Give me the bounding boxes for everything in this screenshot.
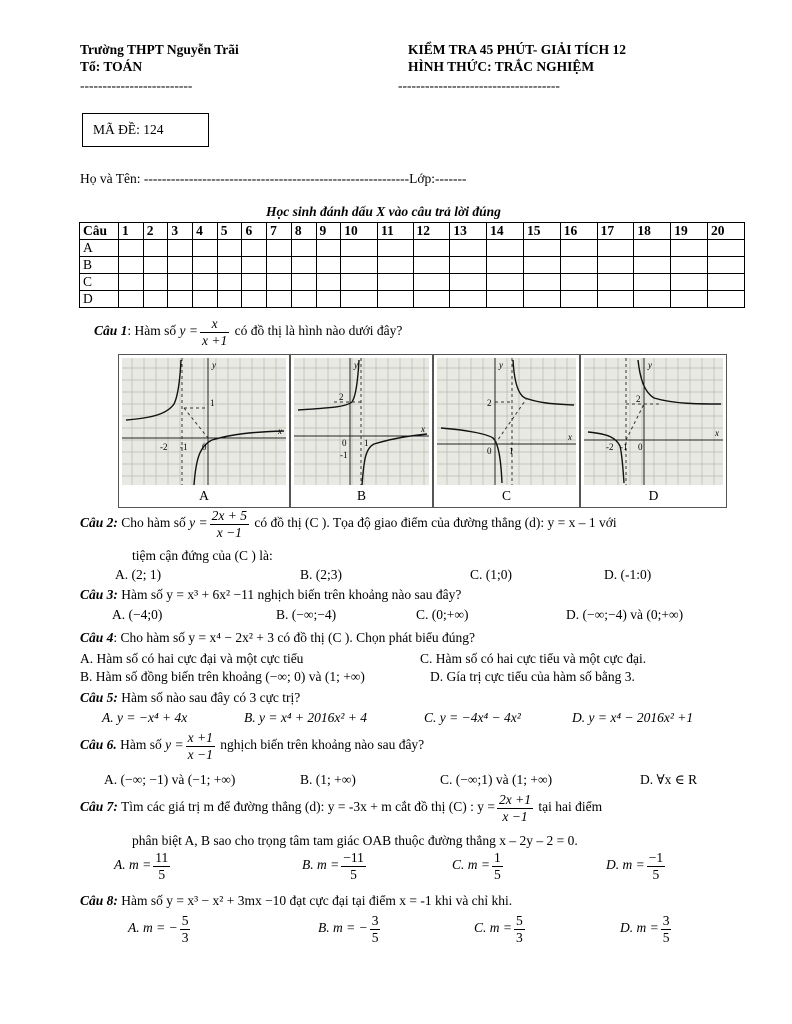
- graph-d-plot: [584, 358, 723, 485]
- answer-cell[interactable]: [413, 291, 450, 308]
- option-d[interactable]: D. y = x⁴ − 2016x² +1: [572, 710, 694, 725]
- fraction: [647, 850, 665, 882]
- answer-cell[interactable]: [708, 240, 745, 257]
- tick-label: 1: [364, 438, 369, 448]
- answer-cell[interactable]: [217, 240, 242, 257]
- option-prefix: C. m =: [474, 920, 512, 936]
- numerator: 2x +1: [499, 792, 531, 807]
- question-5: [80, 690, 300, 706]
- answer-cell[interactable]: [413, 274, 450, 291]
- answer-cell[interactable]: [634, 274, 671, 291]
- option-b[interactable]: [318, 913, 382, 945]
- table-caption: Học sinh đánh dấu X vào câu trả lời đúng: [266, 204, 501, 219]
- answer-cell[interactable]: [487, 240, 524, 257]
- answer-cell[interactable]: [634, 257, 671, 274]
- option-a[interactable]: A. (−4;0): [112, 607, 163, 622]
- option-c[interactable]: C. (1;0): [470, 567, 512, 582]
- question-text: nghịch biến trên khoảng nào sau đây?: [220, 737, 425, 753]
- option-d[interactable]: [620, 913, 673, 945]
- denominator: 5: [350, 866, 357, 882]
- fraction: [210, 508, 249, 540]
- column-header: 7: [267, 223, 292, 240]
- answer-cell[interactable]: [671, 240, 708, 257]
- option-b[interactable]: B. (1; +∞): [300, 772, 356, 787]
- option-b[interactable]: [302, 850, 368, 882]
- option-prefix: D. m =: [620, 920, 659, 936]
- answer-cell[interactable]: [119, 240, 144, 257]
- answer-cell[interactable]: [341, 291, 378, 308]
- answer-cell[interactable]: [560, 274, 597, 291]
- denominator: x −1: [216, 524, 242, 540]
- tick-label: 0: [487, 446, 492, 456]
- answer-cell[interactable]: [671, 291, 708, 308]
- answer-cell[interactable]: [143, 291, 168, 308]
- answer-cell[interactable]: [560, 240, 597, 257]
- answer-cell[interactable]: [341, 240, 378, 257]
- department: Tổ: TOÁN: [80, 59, 143, 74]
- answer-cell[interactable]: [378, 257, 414, 274]
- numerator: 3: [371, 913, 379, 928]
- column-header: 5: [217, 223, 242, 240]
- numerator: 3: [662, 913, 670, 928]
- graph-label: B: [356, 488, 366, 503]
- option-a[interactable]: A. (−∞; −1) và (−1; +∞): [104, 772, 236, 787]
- column-header: 6: [242, 223, 267, 240]
- exam-code-box: [82, 113, 209, 147]
- column-header: Câu: [80, 223, 119, 240]
- question-label: Câu 6.: [80, 737, 117, 753]
- tick-label: 2: [487, 398, 492, 408]
- row-header: A: [80, 240, 119, 257]
- answer-cell[interactable]: [316, 291, 341, 308]
- answer-cell[interactable]: [242, 257, 267, 274]
- answer-cell[interactable]: [450, 240, 487, 257]
- fraction: [492, 850, 503, 882]
- option-prefix: D. m =: [606, 857, 645, 873]
- question-text: phân biệt A, B sao cho trọng tâm tam giác OAB thuộc đường thẳng x – 2y – 2 = 0.: [132, 833, 578, 848]
- question-label: Câu 1: [94, 323, 128, 339]
- column-header: 14: [487, 223, 524, 240]
- answer-cell[interactable]: [217, 291, 242, 308]
- option-a[interactable]: A. y = −x⁴ + 4x: [102, 710, 188, 725]
- formula-lhs: y =: [179, 323, 198, 339]
- graph-a-plot: [122, 358, 286, 485]
- answer-grid: [79, 222, 745, 308]
- option-c[interactable]: C. (−∞;1) và (1; +∞): [440, 772, 553, 787]
- row-header: B: [80, 257, 119, 274]
- answer-cell[interactable]: [193, 274, 218, 291]
- answer-cell[interactable]: [450, 257, 487, 274]
- numerator: 5: [181, 913, 189, 928]
- graph-c-plot: [437, 358, 576, 485]
- question-text: Cho hàm số: [121, 515, 186, 531]
- option-prefix: A. m =: [114, 857, 152, 873]
- tick-label: -1: [620, 442, 628, 452]
- answer-cell[interactable]: [634, 240, 671, 257]
- axis-label: x: [568, 432, 572, 442]
- row-header: C: [80, 274, 119, 291]
- table-row: [80, 257, 745, 274]
- question-label: Câu 5:: [80, 690, 118, 705]
- numerator: −1: [648, 850, 664, 865]
- tick-label: 2: [339, 392, 344, 402]
- axis-label: y: [499, 360, 503, 370]
- option-d[interactable]: D. Gía trị cực tiểu của hàm số bằng 3.: [430, 669, 635, 684]
- denominator: 3: [181, 929, 189, 945]
- answer-cell[interactable]: [119, 291, 144, 308]
- question-text: tại hai điểm: [538, 799, 603, 815]
- left-separator: -------------------------: [80, 78, 193, 93]
- answer-cell[interactable]: [193, 240, 218, 257]
- answer-cell[interactable]: [487, 257, 524, 274]
- column-header: 16: [560, 223, 597, 240]
- answer-cell[interactable]: [523, 291, 560, 308]
- question-text: Tìm các giá trị m để đường thẳng (d): y = -3x + m cắt đồ thị (C) : y =: [121, 799, 495, 815]
- option-b[interactable]: B. (−∞;−4): [276, 607, 337, 622]
- question-label: Câu 4: [80, 630, 114, 645]
- graph-b-plot: [294, 358, 429, 485]
- answer-cell[interactable]: [523, 257, 560, 274]
- question-2: [80, 508, 617, 540]
- graph-option-d[interactable]: [580, 354, 727, 508]
- fraction: [180, 913, 191, 945]
- answer-cell[interactable]: [267, 291, 292, 308]
- answer-cell[interactable]: [291, 240, 316, 257]
- column-header: 19: [671, 223, 708, 240]
- answer-cell[interactable]: [560, 291, 597, 308]
- question-text: tiệm cận đứng của (C ) là:: [132, 548, 273, 563]
- numerator: x +1: [187, 730, 213, 745]
- fraction: [186, 730, 215, 762]
- answer-cell[interactable]: [168, 291, 193, 308]
- answer-cell[interactable]: [523, 240, 560, 257]
- denominator: x +1: [202, 332, 228, 348]
- graph-option-b[interactable]: [290, 354, 433, 508]
- tick-label: 1: [509, 446, 514, 456]
- fraction: [514, 913, 525, 945]
- exam-form: HÌNH THỨC: TRẮC NGHIỆM: [408, 59, 595, 74]
- column-header: 10: [341, 223, 378, 240]
- numerator: x: [200, 316, 229, 333]
- denominator: x −1: [502, 808, 528, 824]
- option-b[interactable]: B. y = x⁴ + 2016x² + 4: [244, 710, 368, 725]
- formula-lhs: y =: [165, 737, 184, 753]
- column-header: 12: [413, 223, 450, 240]
- answer-cell[interactable]: [143, 274, 168, 291]
- answer-cell[interactable]: [168, 240, 193, 257]
- fraction: [370, 913, 381, 945]
- row-header: D: [80, 291, 119, 308]
- graph-option-c[interactable]: [433, 354, 580, 508]
- column-header: 17: [597, 223, 634, 240]
- option-d[interactable]: D. (−∞;−4) và (0;+∞): [566, 607, 684, 622]
- answer-cell[interactable]: [597, 240, 634, 257]
- answer-cell[interactable]: [267, 240, 292, 257]
- question-4: [80, 630, 475, 646]
- answer-cell[interactable]: [708, 274, 745, 291]
- graph-option-a[interactable]: [118, 354, 290, 508]
- axis-label: x: [421, 424, 425, 434]
- option-b[interactable]: B. Hàm số đồng biến trên khoảng (−∞; 0) và (1; +∞): [80, 669, 365, 684]
- right-separator: ------------------------------------: [398, 78, 560, 93]
- column-header: 4: [193, 223, 218, 240]
- numerator: 5: [516, 913, 523, 928]
- answer-cell[interactable]: [597, 291, 634, 308]
- option-c[interactable]: C. y = −4x⁴ − 4x²: [424, 710, 521, 725]
- column-header: 8: [291, 223, 316, 240]
- question-text: Hàm số y = x³ + 6x² −11 nghịch biến trên khoảng nào sau đây?: [121, 587, 462, 602]
- axis-label: y: [648, 360, 652, 370]
- question-8: [80, 893, 512, 909]
- question-6: [80, 730, 424, 762]
- answer-cell[interactable]: [316, 257, 341, 274]
- answer-cell[interactable]: [560, 257, 597, 274]
- question-text: có đồ thị là hình nào dưới đây?: [234, 323, 403, 339]
- option-c[interactable]: C. (0;+∞): [416, 607, 469, 622]
- option-prefix: A. m = −: [128, 920, 178, 936]
- table-header-row: [80, 223, 745, 240]
- option-a[interactable]: A. (2; 1): [115, 567, 162, 582]
- answer-cell[interactable]: [341, 274, 378, 291]
- column-header: 20: [708, 223, 745, 240]
- numerator: −11: [343, 850, 364, 865]
- answer-cell[interactable]: [413, 240, 450, 257]
- answer-cell[interactable]: [378, 274, 414, 291]
- graph-label: D: [648, 488, 659, 503]
- denominator: 5: [371, 929, 379, 945]
- answer-cell[interactable]: [242, 291, 267, 308]
- answer-cell[interactable]: [523, 274, 560, 291]
- table-row: [80, 240, 745, 257]
- option-prefix: C. m =: [452, 857, 490, 873]
- axis-label: y: [354, 360, 358, 370]
- answer-cell[interactable]: [242, 274, 267, 291]
- tick-label: 0: [202, 442, 207, 452]
- answer-cell[interactable]: [708, 257, 745, 274]
- answer-cell[interactable]: [378, 291, 414, 308]
- answer-cell[interactable]: [597, 274, 634, 291]
- answer-cell[interactable]: [119, 274, 144, 291]
- option-c[interactable]: [452, 850, 505, 882]
- answer-cell[interactable]: [267, 274, 292, 291]
- answer-cell[interactable]: [341, 257, 378, 274]
- tick-label: -1: [180, 442, 188, 452]
- option-c[interactable]: C. Hàm số có hai cực tiểu và một cực đại.: [420, 651, 647, 666]
- axis-label: y: [212, 360, 216, 370]
- answer-cell[interactable]: [168, 274, 193, 291]
- tick-label: -1: [340, 450, 348, 460]
- column-header: 13: [450, 223, 487, 240]
- answer-cell[interactable]: [316, 274, 341, 291]
- option-a[interactable]: A. Hàm số có hai cực đại và một cực tiểu: [80, 651, 304, 666]
- exam-title: KIỂM TRA 45 PHÚT- GIẢI TÍCH 12: [408, 42, 627, 57]
- tick-label: -2: [606, 442, 614, 452]
- option-d[interactable]: [606, 850, 667, 882]
- question-text: Hàm số y = x³ − x² + 3mx −10 đạt cực đại tại điểm x = -1 khi và chỉ khi.: [121, 893, 513, 908]
- column-header: 15: [523, 223, 560, 240]
- fraction: [497, 792, 533, 824]
- column-header: 3: [168, 223, 193, 240]
- question-1: [94, 316, 402, 348]
- answer-cell[interactable]: [316, 240, 341, 257]
- question-text: : Cho hàm số y = x⁴ − 2x² + 3 có đồ thị (C ). Chọn phát biểu đúng?: [113, 630, 475, 645]
- option-c[interactable]: [474, 913, 527, 945]
- answer-cell[interactable]: [143, 240, 168, 257]
- column-header: 18: [634, 223, 671, 240]
- question-text: Hàm số nào sau đây có 3 cực trị?: [121, 690, 301, 705]
- answer-cell[interactable]: [291, 274, 316, 291]
- denominator: 5: [662, 929, 670, 945]
- option-d[interactable]: D. ∀x ∈ R: [640, 772, 698, 787]
- axis-label: x: [715, 428, 719, 438]
- exam-code: MÃ ĐỀ: 124: [93, 122, 164, 137]
- option-b[interactable]: B. (2;3): [300, 567, 342, 582]
- answer-cell[interactable]: [217, 257, 242, 274]
- answer-cell[interactable]: [193, 257, 218, 274]
- answer-cell[interactable]: [168, 257, 193, 274]
- question-7: [80, 792, 602, 824]
- denominator: 5: [494, 866, 501, 882]
- answer-cell[interactable]: [291, 257, 316, 274]
- answer-cell[interactable]: [450, 274, 487, 291]
- answer-cell[interactable]: [242, 240, 267, 257]
- answer-cell[interactable]: [267, 257, 292, 274]
- option-prefix: B. m = −: [318, 920, 368, 936]
- question-label: Câu 8:: [80, 893, 118, 908]
- fraction: [200, 316, 229, 348]
- answer-cell[interactable]: [217, 274, 242, 291]
- fraction: [153, 850, 170, 882]
- question-3: [80, 587, 461, 603]
- tick-label: 0: [638, 442, 643, 452]
- denominator: 5: [158, 866, 166, 882]
- column-header: 1: [119, 223, 144, 240]
- axis-label: x: [278, 426, 282, 436]
- tick-label: -2: [160, 442, 168, 452]
- option-prefix: B. m =: [302, 857, 340, 873]
- denominator: 3: [516, 929, 523, 945]
- option-a[interactable]: [114, 850, 172, 882]
- answer-cell[interactable]: [450, 291, 487, 308]
- question-text: Hàm số: [120, 737, 162, 753]
- question-label: Câu 7:: [80, 799, 118, 815]
- numerator: 11: [155, 850, 169, 865]
- answer-cell[interactable]: [487, 274, 524, 291]
- answer-cell[interactable]: [413, 257, 450, 274]
- answer-cell[interactable]: [143, 257, 168, 274]
- formula-lhs: y =: [189, 515, 208, 531]
- numerator: 1: [494, 850, 501, 865]
- table-row: [80, 274, 745, 291]
- name-class-line: Họ và Tên: -----------------------------------------------------------Lớp:-------: [80, 171, 467, 186]
- column-header: 9: [316, 223, 341, 240]
- table-row: [80, 291, 745, 308]
- question-label: Câu 3:: [80, 587, 118, 602]
- denominator: 5: [652, 866, 660, 882]
- answer-cell[interactable]: [671, 257, 708, 274]
- answer-cell[interactable]: [193, 291, 218, 308]
- question-label: Câu 2:: [80, 515, 118, 531]
- answer-cell[interactable]: [708, 291, 745, 308]
- answer-cell[interactable]: [378, 240, 414, 257]
- answer-cell[interactable]: [291, 291, 316, 308]
- tick-label: 1: [210, 398, 215, 408]
- fraction: [341, 850, 366, 882]
- answer-cell[interactable]: [597, 257, 634, 274]
- tick-label: 2: [636, 394, 641, 404]
- option-d[interactable]: D. (-1:0): [604, 567, 652, 582]
- graph-label: A: [199, 488, 209, 503]
- graph-label: C: [501, 488, 511, 503]
- question-text: có đồ thị (C ). Tọa độ giao điểm của đường thẳng (d): y = x – 1 với: [254, 515, 617, 531]
- answer-cell[interactable]: [634, 291, 671, 308]
- school-name: Trường THPT Nguyễn Trãi: [80, 42, 239, 57]
- answer-cell[interactable]: [487, 291, 524, 308]
- fraction: [661, 913, 672, 945]
- numerator: 2x + 5: [211, 508, 247, 523]
- option-a[interactable]: [128, 913, 192, 945]
- column-header: 11: [378, 223, 414, 240]
- column-header: 2: [143, 223, 168, 240]
- denominator: x −1: [187, 746, 213, 762]
- answer-cell[interactable]: [119, 257, 144, 274]
- tick-label: 0: [342, 438, 347, 448]
- question-text: : Hàm số: [127, 323, 177, 339]
- answer-cell[interactable]: [671, 274, 708, 291]
